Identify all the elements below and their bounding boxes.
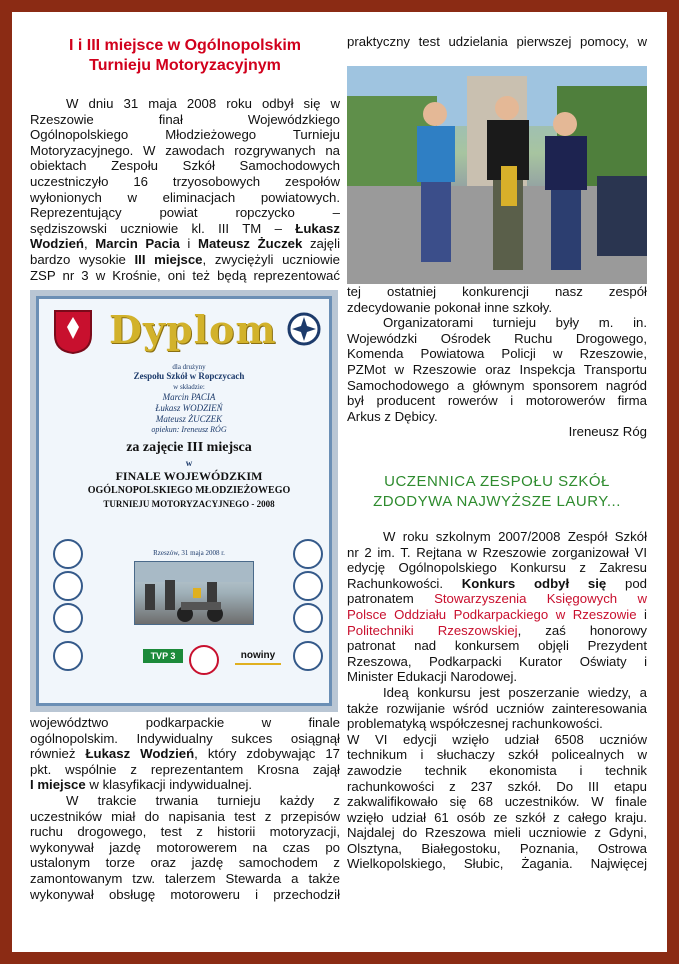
text-line: wykonywał jazdę motorowerem na czas po (30, 839, 340, 855)
text-line (30, 252, 340, 268)
text-line: Najdalej do Rzeszowa mieli uczniowie z Gdyni, (347, 825, 647, 841)
sponsor-logo-icon (189, 645, 219, 675)
article-title (347, 472, 647, 512)
text-line: ogólnopolskim. Indywidualny sukces osiągnął (30, 730, 340, 746)
text-line: praktyczny test udzielania pierwszej pomocy, w (347, 34, 647, 49)
place-highlight: III miejsce (134, 251, 203, 267)
text-span: pod (606, 575, 647, 591)
text-line: zakwalifikowało się 68 uczestników. W finale (347, 794, 647, 810)
bold-phrase: Konkurs odbył się (461, 575, 607, 591)
sponsor-logo-icon (53, 539, 83, 569)
diploma-title: Dyplom (109, 307, 277, 352)
text-span: i (179, 236, 198, 252)
text-span: w klasyfikacji indywidualnej. (85, 777, 253, 793)
text-line: zdecydowanie pokonał inne szkoły. (347, 299, 553, 315)
sponsor-logo-icon (293, 571, 323, 601)
text-span: bardzo wysokie (30, 251, 135, 267)
student-name: Wodzień (30, 236, 84, 252)
text-line: ZSP nr 3 w Krośnie, oni też będą reprezentować (30, 267, 340, 283)
text-line: W dniu 31 maja 2008 roku odbył się w (66, 96, 340, 111)
diploma-text: Zespołu Szkół w Ropczycach (133, 371, 245, 381)
text-line: Minister Edukacji Narodowej. (347, 669, 518, 685)
text-line (347, 607, 647, 623)
text-span: zajęli (302, 236, 341, 252)
text-line (30, 746, 340, 762)
team-photo-image (347, 66, 647, 284)
results-paragraph (30, 715, 340, 902)
text-line: Komenda Powiatowa Policji w Rzeszowie, (347, 346, 647, 362)
student-name: Mateusz Żuczek (197, 236, 303, 252)
text-line (347, 591, 647, 607)
text-line: zamontowanym tzw. talerzem Stewarda a także (30, 870, 340, 886)
text-span: Rachunkowości. (347, 575, 462, 591)
diploma-inset-photo (134, 561, 254, 625)
text-line: ustalonym torze oraz jazdę samochodem z (30, 855, 340, 871)
emblem-icon (287, 309, 321, 349)
article-title-line: UCZENNICA ZESPOŁU SZKÓŁ (384, 473, 610, 490)
article-title-line: I i III miejsce w Ogólnopolskim (68, 37, 302, 54)
sponsor-nowiny-logo: nowiny (235, 649, 281, 665)
student-name: Łukasz (295, 220, 340, 236)
organization-name: Stowarzyszenia Księgowych w (434, 591, 647, 607)
text-line: Organizatorami turnieju były m. in. (383, 315, 647, 331)
text-span: , (83, 236, 96, 252)
organization-name: Politechniki Rzeszowskiej (347, 622, 518, 638)
text-line: Samochodowego a głównym sponsorem nagród (347, 377, 647, 393)
text-line: tej ostatniej konkurencji nasz zespół (347, 284, 647, 299)
text-line: wyłonionych w eliminacjach powiatowych. (30, 189, 340, 205)
text-line: Rzeszowie finał Wojewódzkiego (30, 111, 340, 127)
text-line: problematyką współczesnej rachunkowości. (347, 716, 603, 732)
text-line: patronat nad konkursem objęli Prezydent (347, 638, 647, 654)
author-signature: Ireneusz Róg (568, 424, 647, 440)
text-line: Reprezentujący powiat ropczycko – (30, 205, 340, 221)
student-name: Marcin Pacia (95, 236, 180, 252)
intro-paragraph (30, 96, 340, 283)
text-line: także rozwijanie wśród uczniów zainteresowania (347, 700, 647, 716)
diploma-photo (30, 290, 338, 712)
sponsor-logo-icon (293, 641, 323, 671)
diploma-text: opiekun: Ireneusz RÓG (151, 425, 227, 434)
team-photo (347, 66, 647, 284)
text-span: również (30, 746, 86, 762)
text-span: patronatem (347, 591, 435, 607)
diploma-text: TURNIEJU MOTORYZACYJNEGO - 2008 (103, 499, 275, 509)
coat-of-arms-icon (53, 309, 93, 355)
text-line: Wielkopolskiego, Słubic, Żagania. Najwięcej (347, 856, 647, 872)
article-title-line: ZDODYWA NAJWYŻSZE LAURY... (373, 493, 621, 510)
text-line: ruchu drogowego, test z historii motoryzacji, (30, 824, 340, 840)
text-line (347, 623, 647, 639)
organization-name: Polsce Oddziału Podkarpackiego w Rzeszowie (347, 606, 637, 622)
diploma-text: w (185, 458, 193, 468)
continued-text (347, 34, 647, 50)
diploma-text: FINALE WOJEWÓDZKIM (115, 469, 263, 483)
text-line: W VI edycji wzięło udział 6508 uczniów (347, 731, 647, 747)
sponsor-logo-icon (53, 641, 83, 671)
text-line: województwo podkarpackie w finale (30, 715, 340, 730)
text-line: rachunkowości z 237 szkół. Do III etapu (347, 778, 647, 794)
conclusion-paragraph (347, 284, 647, 440)
article-title-line: Turnieju Motoryzacyjnym (89, 57, 281, 74)
diploma-text: Łukasz WODZIEŃ (155, 403, 223, 413)
text-line: W roku szkolnym 2007/2008 Zespół Szkół (383, 529, 647, 544)
place-highlight: I miejsce (30, 777, 86, 793)
diploma-text: Marcin PACIA (162, 392, 216, 402)
sponsor-logo-icon (53, 603, 83, 633)
text-line: Rzeszowa, Podkarpacki Kurator Oświaty i (347, 653, 647, 669)
diploma-frame (36, 296, 332, 706)
sponsor-tvp-logo: TVP 3 (143, 649, 183, 663)
sponsor-logo-icon (293, 603, 323, 633)
text-line (30, 777, 340, 793)
diploma-text: za zajęcie III miejsca (126, 440, 252, 455)
text-line: uczestników miał do napisania test z przepisów (30, 808, 340, 824)
text-span: , zwyciężyli uczniowie (202, 251, 340, 267)
sponsor-logo-icon (293, 539, 323, 569)
text-line: Wojewódzki Ośrodek Ruchu Drogowego, (347, 330, 647, 346)
text-line: nr 2 im. T. Rejtana w Rzeszowie zorganizował VI (347, 544, 647, 560)
text-line: technikum i słuchaczy szkół policealnych w (347, 747, 647, 763)
text-line: PZMot w Rzeszowie oraz Inspekcja Transportu (347, 361, 647, 377)
text-span: , który zdobywając 17 (194, 746, 340, 762)
sponsor-logo-icon (53, 571, 83, 601)
motorcycle-photo-icon (135, 562, 253, 624)
diploma-text: OGÓLNOPOLSKIEGO MŁODZIEŻOWEGO (87, 485, 291, 496)
text-line: Arkus z Dębicy. (347, 408, 438, 424)
student-name: Łukasz Wodzień (85, 746, 195, 762)
text-line: zawodzie technik ekonomista i technik (347, 762, 647, 778)
text-line: Ideą konkursu jest poszerzanie wiedzy, a (383, 684, 647, 700)
text-line: pkt. wspólnie z reprezentantem Krosna zajął (30, 761, 340, 777)
text-span: , zaś honorowy (517, 622, 648, 638)
text-line: edycję Ogólnopolskiego Konkursu z Zakresu (347, 560, 647, 576)
text-line: uczestniczyło 16 trzyosobowych zespołów (30, 173, 340, 189)
text-line: obiektach Zespołu Szkół Samochodowych (30, 158, 340, 174)
contest-paragraph (347, 529, 647, 872)
text-line: W trakcie trwania turnieju każdy z (66, 792, 340, 808)
diploma-text: Mateusz ŻUCZEK (155, 414, 223, 424)
text-line: Olsztyna, Białegostoku, Poznania, Ostrowa (347, 840, 647, 856)
text-line: wzięło udział 61 osób ze szkół z całego kraju. (347, 809, 647, 825)
diploma-text: dla drużyny (172, 363, 206, 371)
text-span: sędziszowski uczniowie kl. III TM – (30, 220, 282, 236)
text-line (30, 236, 340, 252)
text-line: Motoryzacyjnego. W zawodach rozgrywanych na (30, 142, 340, 158)
diploma-text: Rzeszów, 31 maja 2008 r. (153, 549, 225, 557)
text-line (347, 576, 647, 592)
text-line: wykonywał obsługę motoroweru i przechodził (30, 886, 340, 902)
article-title (30, 36, 340, 76)
text-line: był producent rowerów i motorowerów firma (347, 393, 647, 409)
page (12, 12, 667, 952)
text-line: Ogólnopolskiego Młodzieżowego Turnieju (30, 127, 340, 143)
diploma-text: w składzie: (173, 383, 205, 391)
text-line (30, 221, 340, 237)
text-span: i (636, 606, 647, 622)
